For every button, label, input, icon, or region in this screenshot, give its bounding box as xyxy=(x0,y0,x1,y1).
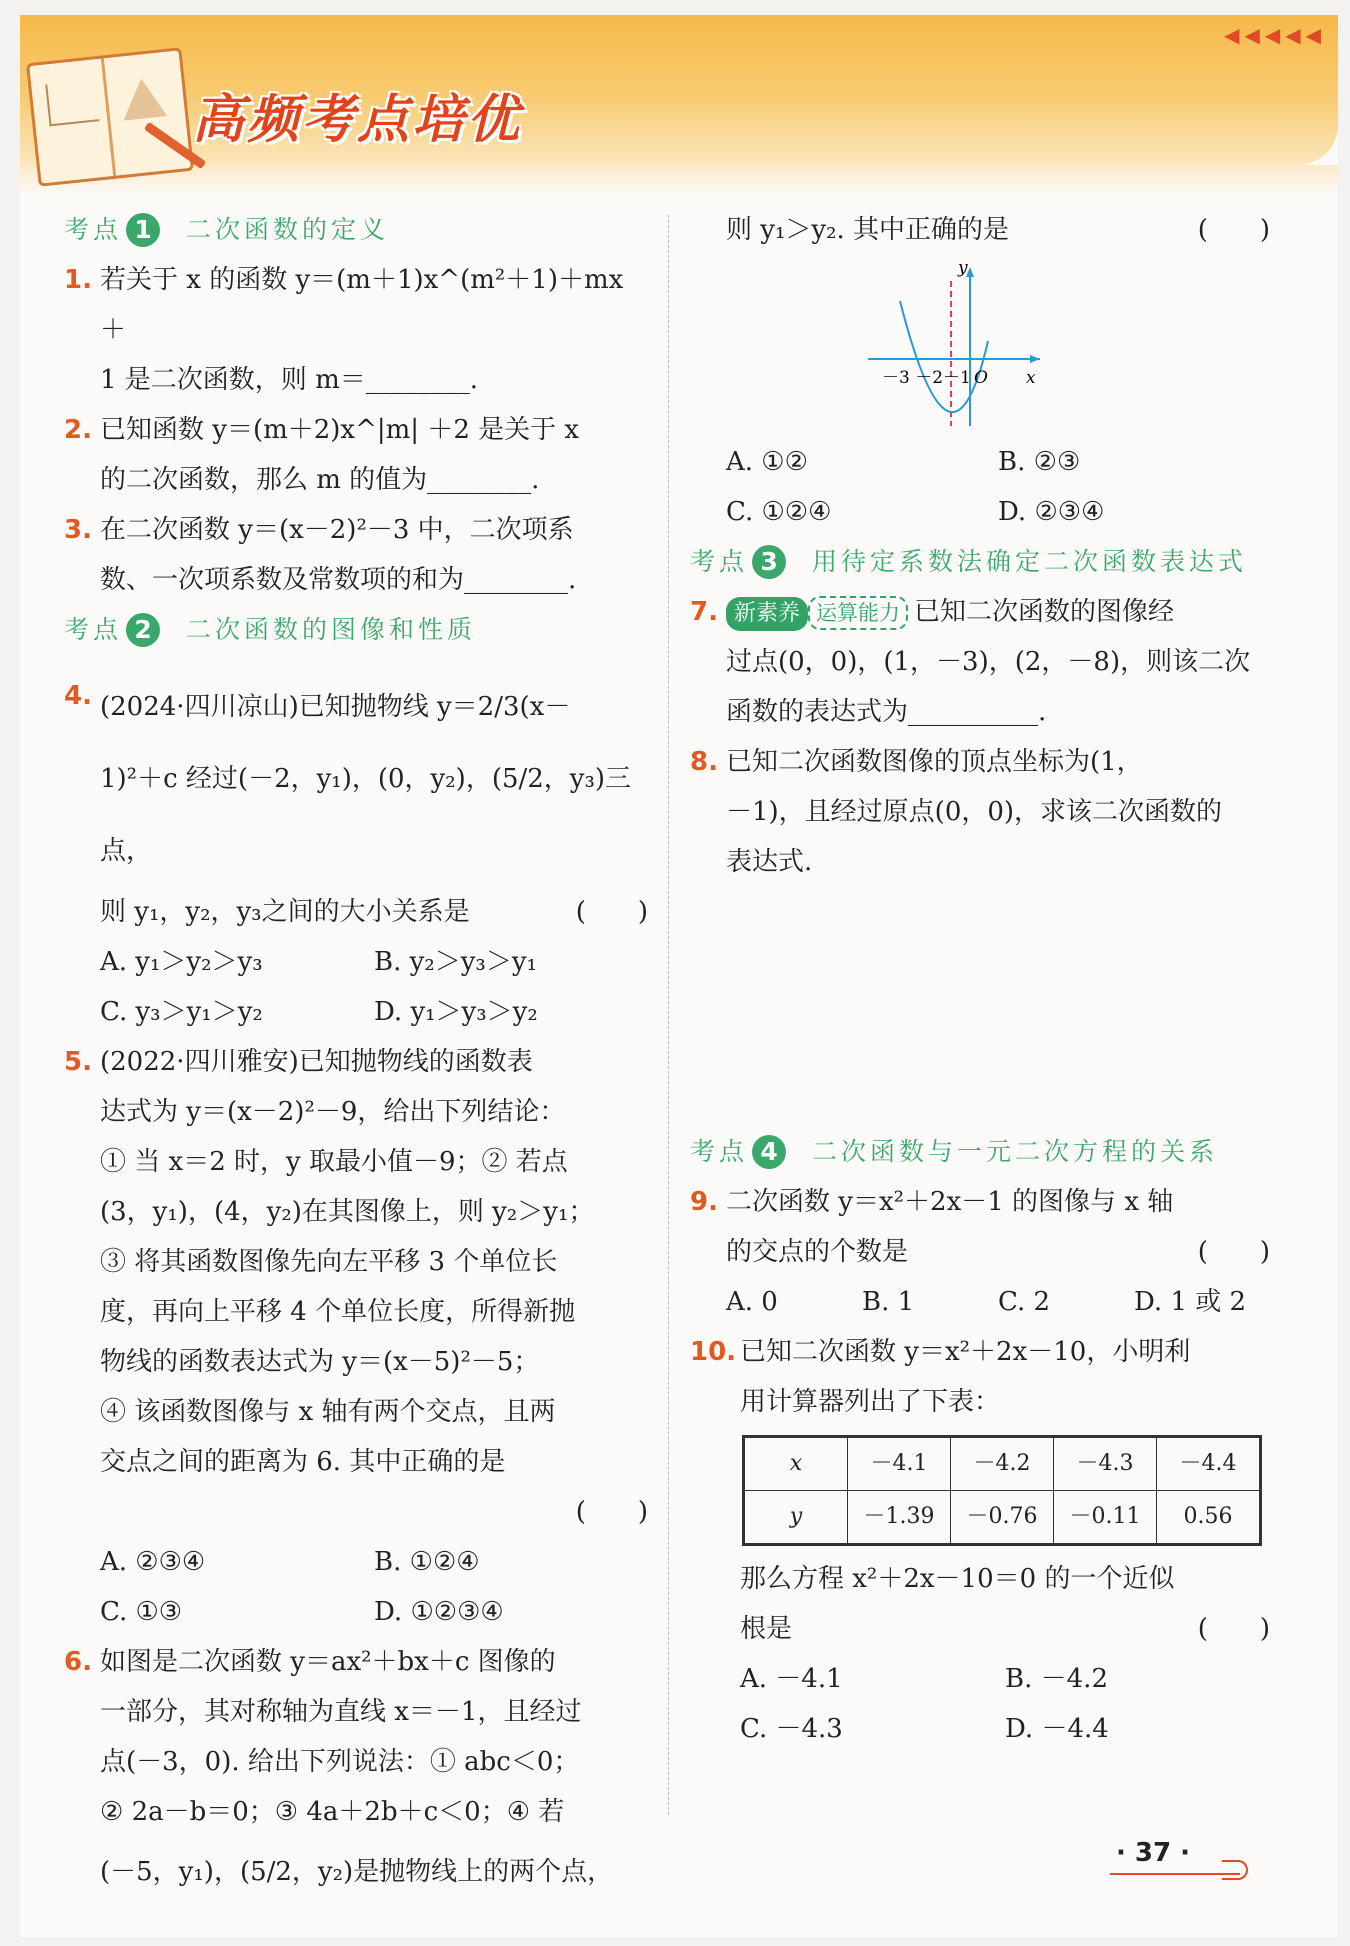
calculator-table xyxy=(742,1435,1262,1546)
section-header-3: 考点 3 用待定系数法确定二次函数表达式 xyxy=(690,537,1270,587)
option-a: A. ①② xyxy=(726,447,808,477)
option-a: A. ②③④ xyxy=(100,1547,206,1577)
option-b: B. －4.2 xyxy=(1005,1664,1108,1694)
option-d: D. ①②③④ xyxy=(374,1597,504,1627)
section-header-2: 考点 2 二次函数的图像和性质 xyxy=(64,605,648,655)
option-d: D. ②③④ xyxy=(998,497,1105,527)
option-c: C. 2 xyxy=(998,1287,1051,1317)
section-header-4: 考点 4 二次函数与一元二次方程的关系 xyxy=(690,1127,1270,1177)
page-number-underline xyxy=(1110,1873,1240,1875)
page-number: · 37 · xyxy=(1115,1838,1190,1868)
right-column xyxy=(690,205,1270,1754)
option-d: D. 1 或 2 xyxy=(1134,1287,1247,1317)
x-axis-label: x xyxy=(1026,368,1036,388)
question-10-continued: 那么方程 x²＋2x－10＝0 的一个近似 根是 ( ) A. －4.1 B. －4.2 C. －4.3 D. －4.4 xyxy=(690,1554,1270,1754)
question-3: 3. 在二次函数 y＝(x－2)²－3 中，二次项系 数、一次项系数及常数项的和为________. xyxy=(64,515,577,595)
skill-badge: 运算能力 xyxy=(808,596,908,630)
question-7: 7. 新素养 运算能力 已知二次函数的图像经 过点(0，0)，(1，－3)，(2，－8)，则该二次 函数的表达式为__________. xyxy=(690,597,1251,727)
option-b: B. y₂＞y₃＞y₁ xyxy=(374,947,537,977)
option-a: A. 0 xyxy=(726,1287,778,1317)
option-d: D. －4.4 xyxy=(1005,1714,1109,1744)
question-4: 4. (2024·四川凉山)已知抛物线 y＝2/3(x－ 1)²＋c 经过(－2，y₁)，(0，y₂)，(5/2，y₃)三点， 则 y₁，y₂，y₃之间的大小关系是 ( ) A. y₁＞y₂＞y₃ B. y₂＞y₃＞y₁ C. y₃＞y₁＞y₂ D. y₁＞y₃＞y₂ xyxy=(64,671,648,1037)
option-a: A. y₁＞y₂＞y₃ xyxy=(100,947,263,977)
page-number-curl xyxy=(1222,1860,1248,1880)
parabola-graph xyxy=(860,261,1050,431)
question-2: 2. 已知函数 y＝(m＋2)x^|m| ＋2 是关于 x 的二次函数，那么 m 的值为________. xyxy=(64,415,580,495)
chevron-decoration-icon: ◀◀◀◀◀ xyxy=(1224,23,1326,47)
tick-labels: －3 －2－1 xyxy=(882,368,971,388)
option-a: A. －4.1 xyxy=(740,1664,843,1694)
option-b: B. ①②④ xyxy=(374,1547,480,1577)
notebook-illustration xyxy=(26,47,194,187)
page-title: 高频考点培优 xyxy=(192,90,523,150)
origin-label: O xyxy=(974,368,988,388)
left-column xyxy=(64,205,648,1907)
section-header-1: 考点 1 二次函数的定义 xyxy=(64,205,648,255)
option-c: C. －4.3 xyxy=(740,1714,843,1744)
option-c: C. ①③ xyxy=(100,1597,183,1627)
question-8: 8. 已知二次函数图像的顶点坐标为(1， －1)，且经过原点(0，0)，求该二次函数的 表达式. xyxy=(690,747,1223,877)
column-divider xyxy=(668,215,669,1815)
literacy-badge: 新素养 xyxy=(726,597,808,631)
table-row: y －1.39 －0.76 －0.11 0.56 xyxy=(744,1491,1261,1545)
option-d: D. y₁＞y₃＞y₂ xyxy=(374,997,538,1027)
option-c: C. y₃＞y₁＞y₂ xyxy=(100,997,263,1027)
option-b: B. ②③ xyxy=(998,447,1081,477)
question-10: 10. 已知二次函数 y＝x²＋2x－10，小明利 用计算器列出了下表： xyxy=(690,1337,1191,1417)
question-1: 1. 若关于 x 的函数 y＝(m＋1)x^(m²＋1)＋mx＋ 1 是二次函数，则 m＝________. xyxy=(64,265,624,395)
question-6: 6. 如图是二次函数 y＝ax²＋bx＋c 图像的 一部分，其对称轴为直线 x＝－1，且经过 点(－3，0). 给出下列说法：① abc＜0； ② 2a－b＝0；③ 4a＋2b＋c＜0；④ 若 (－5，y₁)，(5/2，y₂)是抛物线上的两个点， xyxy=(64,1647,614,1887)
y-axis-label: y xyxy=(958,261,968,278)
question-5: 5. (2022·四川雅安)已知抛物线的函数表 达式为 y＝(x－2)²－9，给出下列结论： ① 当 x＝2 时，y 取最小值－9；② 若点 (3，y₁)，(4，y₂)在其图像上，则 y₂＞y₁； ③ 将其函数图像先向左平移 3 个单位长 度，再向上平移 4 个单位长度，所得新抛 物线的函数表达式为 y＝(x－5)²－5； ④ 该函数图像与 x 轴有两个交点，且两 交点之间的距离为 6. 其中正确的是 ( ) A. ②③④ B. ①②④ C. ①③ D. ①②③④ xyxy=(64,1037,648,1637)
question-6-options xyxy=(690,437,1270,537)
question-6-continued: 则 y₁＞y₂. 其中正确的是 ( ) xyxy=(726,215,1270,245)
option-b: B. 1 xyxy=(862,1287,915,1317)
table-row: x －4.1 －4.2 －4.3 －4.4 xyxy=(744,1437,1261,1491)
header-fade xyxy=(20,165,1338,195)
option-c: C. ①②④ xyxy=(726,497,832,527)
answer-space[interactable] xyxy=(690,887,1270,1127)
question-9: 9. 二次函数 y＝x²＋2x－1 的图像与 x 轴 的交点的个数是 ( ) A. 0 B. 1 C. 2 D. 1 或 2 xyxy=(690,1177,1270,1327)
